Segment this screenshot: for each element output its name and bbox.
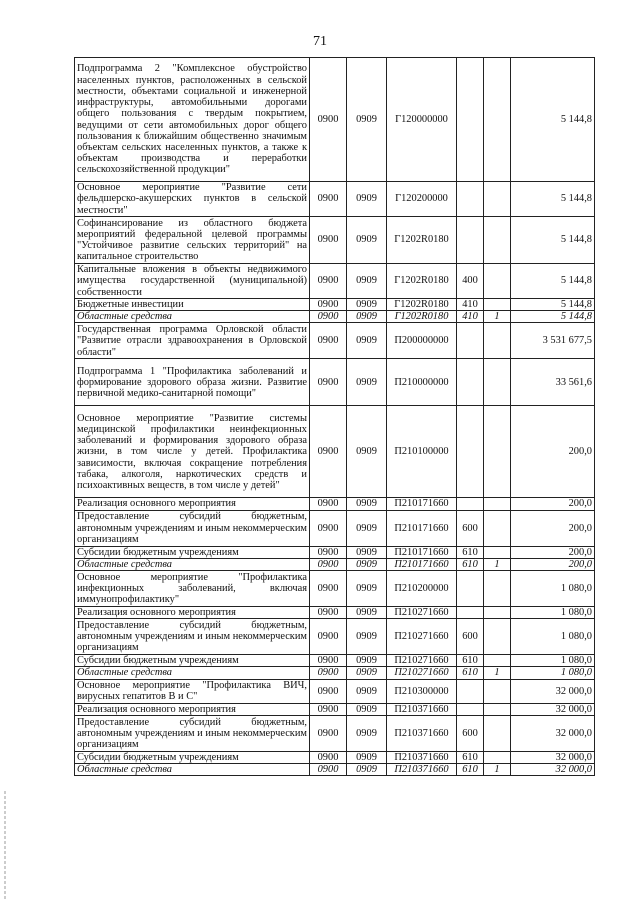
row-section-code: 0900 (310, 546, 347, 558)
row-target-article: Г1202R0180 (387, 264, 457, 299)
row-amount: 200,0 (511, 498, 595, 510)
row-target-article: П210271660 (387, 655, 457, 667)
row-funding-source (484, 546, 511, 558)
row-description: Капитальные вложения в объекты недвижимого имущества государственной (муниципальной) собственности (75, 264, 310, 299)
row-amount: 200,0 (511, 510, 595, 546)
row-expense-type: 610 (457, 655, 484, 667)
row-funding-source (484, 715, 511, 751)
row-amount: 5 144,8 (511, 311, 595, 323)
row-target-article: П210271660 (387, 607, 457, 619)
row-expense-type: 610 (457, 751, 484, 763)
row-target-article: П210171660 (387, 510, 457, 546)
table-row (75, 619, 595, 655)
row-expense-type: 610 (457, 546, 484, 558)
row-expense-type (457, 323, 484, 359)
row-funding-source (484, 510, 511, 546)
row-target-article: П210200000 (387, 571, 457, 607)
row-section-code: 0900 (310, 679, 347, 703)
row-description: Предоставление субсидий бюджетным, автономным учреждениям и иным некоммерческим организациям (75, 510, 310, 546)
row-section-code: 0900 (310, 406, 347, 498)
row-amount: 5 144,8 (511, 264, 595, 299)
row-subsection-code: 0909 (347, 655, 387, 667)
row-funding-source (484, 619, 511, 655)
row-funding-source (484, 607, 511, 619)
row-section-code: 0900 (310, 764, 347, 776)
row-amount: 5 144,8 (511, 182, 595, 217)
table-row (75, 323, 595, 359)
row-expense-type: 600 (457, 715, 484, 751)
row-target-article: П200000000 (387, 323, 457, 359)
row-description: Предоставление субсидий бюджетным, автономным учреждениям и иным некоммерческим организациям (75, 715, 310, 751)
table-row (75, 607, 595, 619)
row-section-code: 0900 (310, 311, 347, 323)
row-subsection-code: 0909 (347, 764, 387, 776)
row-subsection-code: 0909 (347, 217, 387, 264)
row-section-code: 0900 (310, 571, 347, 607)
row-target-article: Г1202R0180 (387, 299, 457, 311)
row-funding-source (484, 359, 511, 406)
row-expense-type (457, 571, 484, 607)
row-expense-type (457, 498, 484, 510)
table-row (75, 751, 595, 763)
row-expense-type: 400 (457, 264, 484, 299)
budget-table (74, 57, 595, 776)
row-section-code: 0900 (310, 217, 347, 264)
table-row (75, 679, 595, 703)
row-description: Областные средства (75, 764, 310, 776)
row-funding-source (484, 679, 511, 703)
row-amount: 5 144,8 (511, 217, 595, 264)
row-description: Предоставление субсидий бюджетным, автономным учреждениям и иным некоммерческим организациям (75, 619, 310, 655)
row-target-article: Г120000000 (387, 58, 457, 182)
row-section-code: 0900 (310, 323, 347, 359)
table-row (75, 667, 595, 679)
row-target-article: Г1202R0180 (387, 311, 457, 323)
table-row (75, 764, 595, 776)
row-target-article: П210171660 (387, 546, 457, 558)
row-target-article: П210171660 (387, 558, 457, 570)
budget-table-body (75, 58, 595, 776)
row-description: Реализация основного мероприятия (75, 498, 310, 510)
row-section-code: 0900 (310, 182, 347, 217)
row-target-article: П210271660 (387, 667, 457, 679)
row-subsection-code: 0909 (347, 558, 387, 570)
row-subsection-code: 0909 (347, 58, 387, 182)
row-target-article: П210271660 (387, 619, 457, 655)
row-expense-type: 610 (457, 764, 484, 776)
row-description: Областные средства (75, 311, 310, 323)
row-expense-type: 410 (457, 311, 484, 323)
row-section-code: 0900 (310, 715, 347, 751)
row-description: Бюджетные инвестиции (75, 299, 310, 311)
row-section-code: 0900 (310, 498, 347, 510)
row-subsection-code: 0909 (347, 264, 387, 299)
table-row (75, 311, 595, 323)
row-amount: 5 144,8 (511, 299, 595, 311)
row-amount: 200,0 (511, 406, 595, 498)
row-section-code: 0900 (310, 607, 347, 619)
row-subsection-code: 0909 (347, 703, 387, 715)
row-amount: 3 531 677,5 (511, 323, 595, 359)
row-funding-source (484, 571, 511, 607)
table-row (75, 299, 595, 311)
row-subsection-code: 0909 (347, 667, 387, 679)
table-row (75, 546, 595, 558)
row-subsection-code: 0909 (347, 359, 387, 406)
row-description: Государственная программа Орловской области "Развитие отрасли здравоохранения в Орловской области" (75, 323, 310, 359)
row-description: Основное мероприятие "Развитие системы медицинской профилактики неинфекционных заболеваний и формирования здорового образа жизни, в том числе у детей. Профилактика зависимости, включая сокращение потребления табака, алкоголя, наркотических средств и психоактивных веществ, в том числе у детей" (75, 406, 310, 498)
row-funding-source: 1 (484, 311, 511, 323)
row-description: Подпрограмма 1 "Профилактика заболеваний и формирование здорового образа жизни. Развитие первичной медико-санитарной помощи" (75, 359, 310, 406)
row-expense-type (457, 58, 484, 182)
row-section-code: 0900 (310, 58, 347, 182)
margin-dots (4, 790, 6, 900)
row-target-article: Г1202R0180 (387, 217, 457, 264)
row-expense-type: 610 (457, 558, 484, 570)
row-funding-source: 1 (484, 764, 511, 776)
row-amount: 1 080,0 (511, 571, 595, 607)
row-target-article: П210371660 (387, 715, 457, 751)
row-description: Областные средства (75, 667, 310, 679)
row-amount: 1 080,0 (511, 655, 595, 667)
row-description: Субсидии бюджетным учреждениям (75, 751, 310, 763)
row-amount: 32 000,0 (511, 751, 595, 763)
row-funding-source (484, 751, 511, 763)
row-expense-type (457, 679, 484, 703)
row-funding-source (484, 703, 511, 715)
row-target-article: П210371660 (387, 703, 457, 715)
row-expense-type: 600 (457, 510, 484, 546)
table-row (75, 571, 595, 607)
row-amount: 33 561,6 (511, 359, 595, 406)
row-target-article: П210171660 (387, 498, 457, 510)
row-target-article: Г120200000 (387, 182, 457, 217)
row-funding-source: 1 (484, 558, 511, 570)
row-amount: 32 000,0 (511, 679, 595, 703)
row-description: Подпрограмма 2 "Комплексное обустройство населенных пунктов, расположенных в сельской местности, объектами социальной и инженерной инфраструктуры, автомобильными дорогами общего пользования с твердым покрытием, ведущими от сети автомобильных дорог общего пользования к ближайшим общественно значимым объектам сельских населенных пунктов, а также к объектам производства и переработки сельскохозяйственной продукции" (75, 58, 310, 182)
row-description: Областные средства (75, 558, 310, 570)
row-section-code: 0900 (310, 655, 347, 667)
table-row (75, 58, 595, 182)
row-subsection-code: 0909 (347, 406, 387, 498)
row-funding-source (484, 323, 511, 359)
table-row (75, 510, 595, 546)
row-subsection-code: 0909 (347, 546, 387, 558)
row-expense-type: 610 (457, 667, 484, 679)
row-amount: 32 000,0 (511, 715, 595, 751)
row-funding-source (484, 264, 511, 299)
row-section-code: 0900 (310, 299, 347, 311)
row-description: Реализация основного мероприятия (75, 703, 310, 715)
row-subsection-code: 0909 (347, 607, 387, 619)
table-row (75, 217, 595, 264)
row-subsection-code: 0909 (347, 182, 387, 217)
row-subsection-code: 0909 (347, 679, 387, 703)
row-expense-type (457, 607, 484, 619)
row-target-article: П210371660 (387, 764, 457, 776)
row-subsection-code: 0909 (347, 751, 387, 763)
row-description: Основное мероприятие "Профилактика инфекционных заболеваний, включая иммунопрофилактику" (75, 571, 310, 607)
row-section-code: 0900 (310, 359, 347, 406)
table-row (75, 182, 595, 217)
table-row (75, 715, 595, 751)
row-amount: 1 080,0 (511, 619, 595, 655)
row-section-code: 0900 (310, 751, 347, 763)
row-expense-type (457, 359, 484, 406)
row-target-article: П210371660 (387, 751, 457, 763)
row-expense-type (457, 217, 484, 264)
row-expense-type (457, 182, 484, 217)
row-subsection-code: 0909 (347, 498, 387, 510)
row-subsection-code: 0909 (347, 619, 387, 655)
table-row (75, 264, 595, 299)
row-subsection-code: 0909 (347, 311, 387, 323)
row-expense-type: 600 (457, 619, 484, 655)
row-description: Софинансирование из областного бюджета мероприятий федеральной целевой программы "Устойчивое развитие сельских территорий" на капитальное строительство (75, 217, 310, 264)
row-expense-type: 410 (457, 299, 484, 311)
row-funding-source (484, 655, 511, 667)
row-description: Субсидии бюджетным учреждениям (75, 546, 310, 558)
row-funding-source (484, 406, 511, 498)
table-row (75, 498, 595, 510)
row-funding-source (484, 299, 511, 311)
table-row (75, 558, 595, 570)
table-row (75, 703, 595, 715)
row-description: Реализация основного мероприятия (75, 607, 310, 619)
row-expense-type (457, 406, 484, 498)
row-target-article: П210000000 (387, 359, 457, 406)
row-target-article: П210300000 (387, 679, 457, 703)
row-section-code: 0900 (310, 667, 347, 679)
row-amount: 1 080,0 (511, 667, 595, 679)
row-amount: 200,0 (511, 546, 595, 558)
row-description: Основное мероприятие "Профилактика ВИЧ, вирусных гепатитов В и С" (75, 679, 310, 703)
row-section-code: 0900 (310, 619, 347, 655)
row-target-article: П210100000 (387, 406, 457, 498)
row-subsection-code: 0909 (347, 715, 387, 751)
row-section-code: 0900 (310, 510, 347, 546)
table-row (75, 406, 595, 498)
row-funding-source (484, 58, 511, 182)
row-funding-source (484, 182, 511, 217)
row-amount: 1 080,0 (511, 607, 595, 619)
row-subsection-code: 0909 (347, 510, 387, 546)
table-row (75, 655, 595, 667)
page-number: 71 (313, 34, 327, 49)
row-description: Субсидии бюджетным учреждениям (75, 655, 310, 667)
row-amount: 5 144,8 (511, 58, 595, 182)
row-subsection-code: 0909 (347, 299, 387, 311)
row-section-code: 0900 (310, 558, 347, 570)
row-section-code: 0900 (310, 264, 347, 299)
row-section-code: 0900 (310, 703, 347, 715)
row-amount: 32 000,0 (511, 703, 595, 715)
row-funding-source (484, 498, 511, 510)
row-funding-source (484, 217, 511, 264)
row-expense-type (457, 703, 484, 715)
row-funding-source: 1 (484, 667, 511, 679)
row-description: Основное мероприятие "Развитие сети фельдшерско-акушерских пунктов в сельской местности" (75, 182, 310, 217)
row-amount: 200,0 (511, 558, 595, 570)
row-subsection-code: 0909 (347, 571, 387, 607)
row-subsection-code: 0909 (347, 323, 387, 359)
row-amount: 32 000,0 (511, 764, 595, 776)
table-row (75, 359, 595, 406)
